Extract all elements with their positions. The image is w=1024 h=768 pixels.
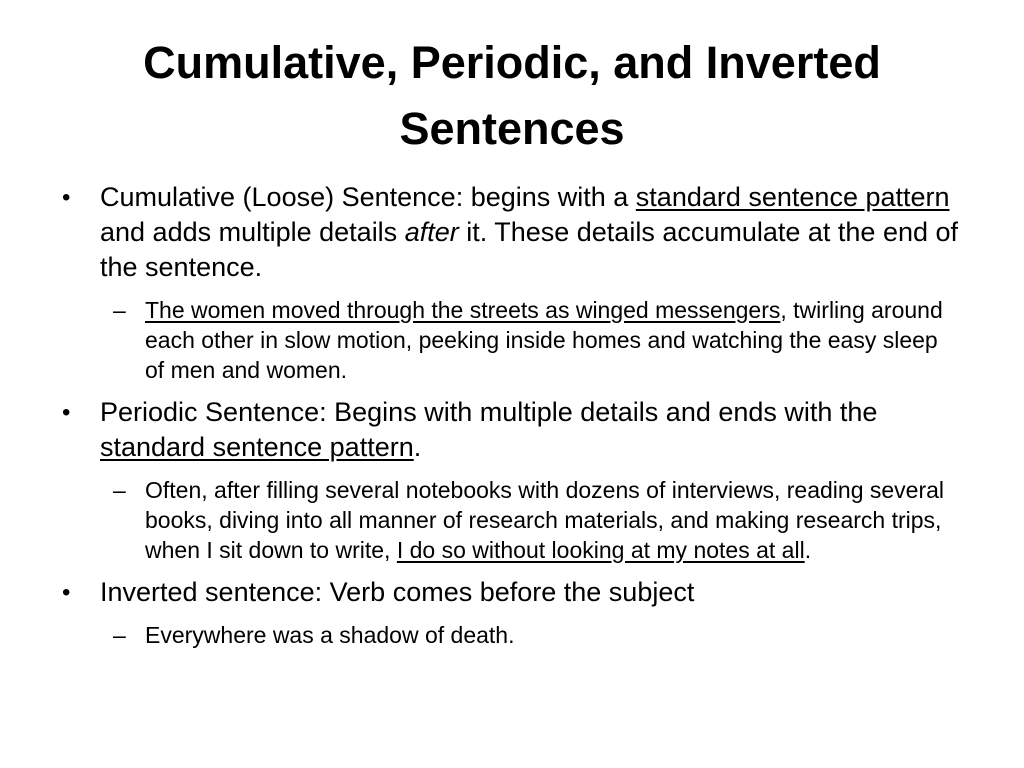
bullet-text: Inverted sentence: Verb comes before the subject <box>100 577 695 607</box>
slide-title: Cumulative, Periodic, and Inverted Sentences <box>143 37 881 154</box>
text-segment: Periodic Sentence: Begins with multiple details and ends with the <box>100 397 878 427</box>
italic-word: after <box>404 217 459 247</box>
example-text <box>145 475 962 565</box>
example-text <box>145 295 962 385</box>
example-periodic <box>107 475 962 565</box>
dash-mark: – <box>113 477 126 503</box>
underlined-phrase: standard sentence pattern <box>100 432 414 462</box>
text-segment: . <box>804 537 812 563</box>
bullet-mark: • <box>62 579 71 606</box>
text-segment: Often, after filling several notebooks with dozens of interviews, reading several books, diving into all manner of research materials, and making research trips, when I sit down to write, <box>145 477 945 563</box>
bullet-mark: • <box>62 399 71 426</box>
underlined-phrase: I do so without looking at my notes at all <box>396 537 805 563</box>
bullet-cumulative <box>62 180 962 285</box>
underlined-phrase: The women moved through the streets as winged messengers <box>145 297 781 323</box>
text-segment: it. These details accumulate at the end of the sentence. <box>100 217 959 282</box>
example-text: Everywhere was a shadow of death. <box>145 622 515 648</box>
dash-mark: – <box>113 622 126 648</box>
example-inverted <box>107 620 962 650</box>
bullet-text <box>100 180 962 285</box>
underlined-phrase: standard sentence pattern <box>635 182 950 212</box>
example-cumulative <box>107 295 962 385</box>
bullet-periodic <box>62 395 962 465</box>
text-segment: Cumulative (Loose) Sentence: begins with a <box>100 182 636 212</box>
slide-content <box>62 180 962 660</box>
text-segment: , twirling around each other in slow motion, peeking inside homes and watching the easy sleep of men and women. <box>145 297 943 383</box>
bullet-mark: • <box>62 184 71 211</box>
dash-mark: – <box>113 297 126 323</box>
text-segment: and adds multiple details <box>100 217 405 247</box>
bullet-inverted <box>62 575 962 610</box>
text-segment: . <box>413 432 422 462</box>
bullet-text <box>100 395 962 465</box>
